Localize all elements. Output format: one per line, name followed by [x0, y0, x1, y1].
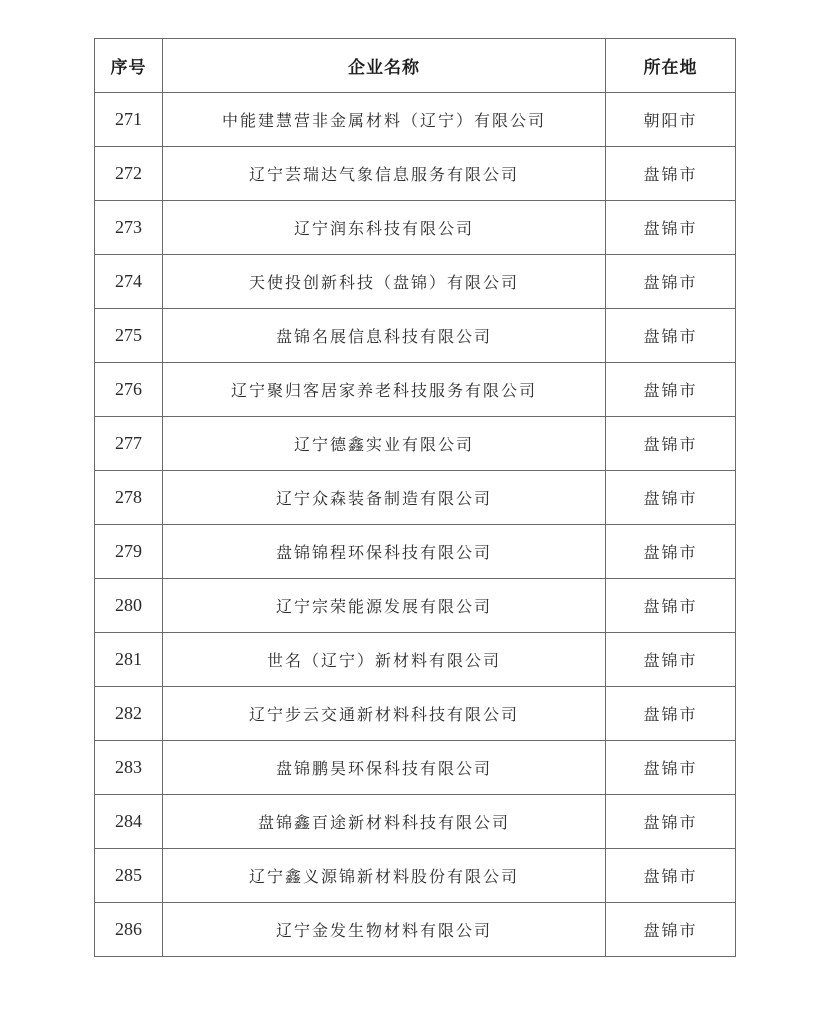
row-name: 辽宁德鑫实业有限公司 [163, 417, 606, 471]
header-row [95, 39, 736, 93]
row-no: 275 [95, 309, 163, 363]
table-row [95, 93, 736, 147]
row-location: 盘锦市 [606, 255, 736, 309]
row-name: 天使投创新科技（盘锦）有限公司 [163, 255, 606, 309]
row-no: 276 [95, 363, 163, 417]
row-name: 辽宁芸瑞达气象信息服务有限公司 [163, 147, 606, 201]
row-location: 盘锦市 [606, 795, 736, 849]
row-name: 中能建慧营非金属材料（辽宁）有限公司 [163, 93, 606, 147]
row-no: 278 [95, 471, 163, 525]
row-location: 盘锦市 [606, 363, 736, 417]
row-no: 279 [95, 525, 163, 579]
table-row [95, 633, 736, 687]
table-row [95, 795, 736, 849]
row-location: 朝阳市 [606, 93, 736, 147]
row-no: 281 [95, 633, 163, 687]
header-name: 企业名称 [163, 39, 606, 93]
row-no: 280 [95, 579, 163, 633]
row-no: 277 [95, 417, 163, 471]
table-row [95, 741, 736, 795]
row-name: 盘锦锦程环保科技有限公司 [163, 525, 606, 579]
enterprise-table [94, 38, 736, 957]
row-name: 辽宁步云交通新材料科技有限公司 [163, 687, 606, 741]
row-location: 盘锦市 [606, 417, 736, 471]
row-location: 盘锦市 [606, 633, 736, 687]
row-no: 273 [95, 201, 163, 255]
table-row [95, 525, 736, 579]
row-no: 282 [95, 687, 163, 741]
row-location: 盘锦市 [606, 525, 736, 579]
row-location: 盘锦市 [606, 849, 736, 903]
table-row [95, 903, 736, 957]
row-location: 盘锦市 [606, 309, 736, 363]
row-location: 盘锦市 [606, 201, 736, 255]
row-no: 286 [95, 903, 163, 957]
table-header [95, 39, 736, 93]
row-location: 盘锦市 [606, 903, 736, 957]
table-row [95, 309, 736, 363]
row-name: 世名（辽宁）新材料有限公司 [163, 633, 606, 687]
table-row [95, 471, 736, 525]
table-row [95, 687, 736, 741]
row-name: 辽宁润东科技有限公司 [163, 201, 606, 255]
table-body [95, 93, 736, 957]
row-name: 辽宁鑫义源锦新材料股份有限公司 [163, 849, 606, 903]
row-name: 盘锦鹏昊环保科技有限公司 [163, 741, 606, 795]
row-no: 283 [95, 741, 163, 795]
row-location: 盘锦市 [606, 579, 736, 633]
table-row [95, 579, 736, 633]
row-name: 辽宁众森装备制造有限公司 [163, 471, 606, 525]
table-row [95, 255, 736, 309]
table-row [95, 201, 736, 255]
row-location: 盘锦市 [606, 147, 736, 201]
row-name: 辽宁聚归客居家养老科技服务有限公司 [163, 363, 606, 417]
row-location: 盘锦市 [606, 741, 736, 795]
row-no: 271 [95, 93, 163, 147]
row-name: 辽宁金发生物材料有限公司 [163, 903, 606, 957]
table-row [95, 363, 736, 417]
table-row [95, 147, 736, 201]
row-location: 盘锦市 [606, 687, 736, 741]
row-no: 285 [95, 849, 163, 903]
row-location: 盘锦市 [606, 471, 736, 525]
row-no: 274 [95, 255, 163, 309]
row-name: 盘锦名展信息科技有限公司 [163, 309, 606, 363]
row-no: 284 [95, 795, 163, 849]
row-name: 辽宁宗荣能源发展有限公司 [163, 579, 606, 633]
row-no: 272 [95, 147, 163, 201]
header-location: 所在地 [606, 39, 736, 93]
row-name: 盘锦鑫百途新材料科技有限公司 [163, 795, 606, 849]
header-no: 序号 [95, 39, 163, 93]
table-row [95, 849, 736, 903]
table-row [95, 417, 736, 471]
